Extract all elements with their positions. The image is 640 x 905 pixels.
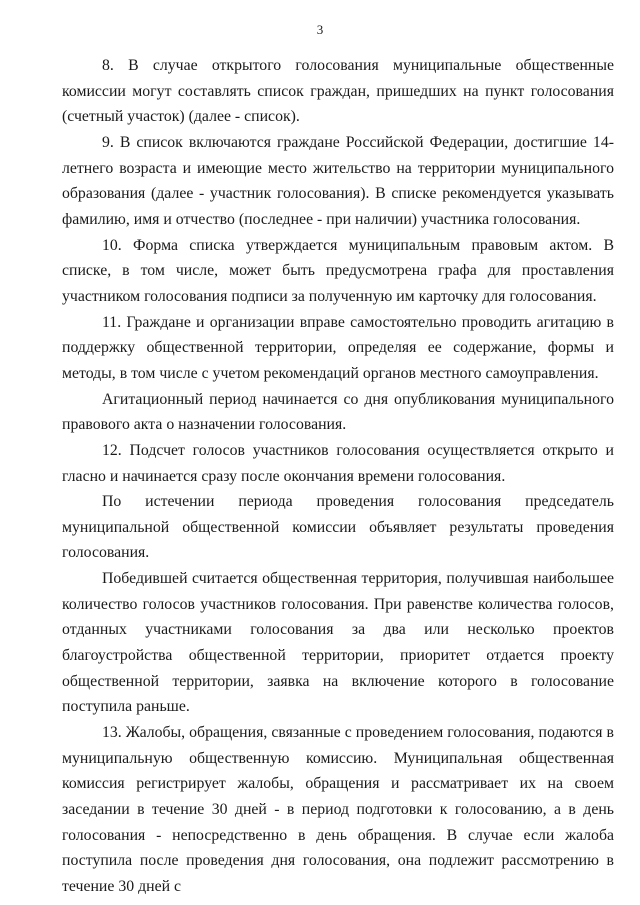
document-body bbox=[62, 53, 614, 900]
paragraph-13: 13. Жалобы, обращения, связанные с проведением голосования, подаются в муниципальную общественную комиссию. Муниципальная общественная комиссия регистрирует жалобы, обращения и рассматривает их на своем заседании в течение 30 дней - в период подготовки к голосованию, а в день голосования - непосредственно в день обращения. В случае если жалоба поступила после проведения дня голосования, она подлежит рассмотрению в течение 30 дней с bbox=[62, 724, 614, 895]
paragraph-12: 12. Подсчет голосов участников голосования осуществляется открыто и гласно и начинается сразу после окончания времени голосования. bbox=[62, 441, 614, 485]
page-number: 3 bbox=[316, 22, 324, 37]
paragraph-8: 8. В случае открытого голосования муниципальные общественные комиссии могут составлять список граждан, пришедших на пункт голосования (счетный участок) (далее - список). bbox=[62, 57, 614, 126]
paragraph-agitation-period: Агитационный период начинается со дня опубликования муниципального правового акта о назначении голосования. bbox=[62, 390, 614, 434]
paragraph-9: 9. В список включаются граждане Российской Федерации, достигшие 14-летнего возраста и имеющие место жительство на территории муниципального образования (далее - участник голосования). В списке рекомендуется указывать фамилию, имя и отчество (последнее - при наличии) участника голосования. bbox=[62, 133, 614, 228]
paragraph-10: 10. Форма списка утверждается муниципальным правовым актом. В списке, в том числе, может быть предусмотрена графа для проставления участником голосования подписи за полученную им карточку для голосования. bbox=[62, 236, 614, 305]
paragraph-results-announcement: По истечении периода проведения голосования председатель муниципальной общественной комиссии объявляет результаты проведения голосования. bbox=[62, 493, 614, 562]
paragraph-11: 11. Граждане и организации вправе самостоятельно проводить агитацию в поддержку общественной территории, определяя ее содержание, формы и методы, в том числе с учетом рекомендаций органов местного самоуправления. bbox=[62, 313, 614, 382]
paragraph-winner-criteria: Победившей считается общественная территория, получившая наибольшее количество голосов участников голосования. При равенстве количества голосов, отданных участниками голосования за два или несколько проектов благоустройства общественной территории, приоритет отдается проекту общественной территории, заявка на включение которого в голосование поступила раньше. bbox=[62, 570, 614, 716]
